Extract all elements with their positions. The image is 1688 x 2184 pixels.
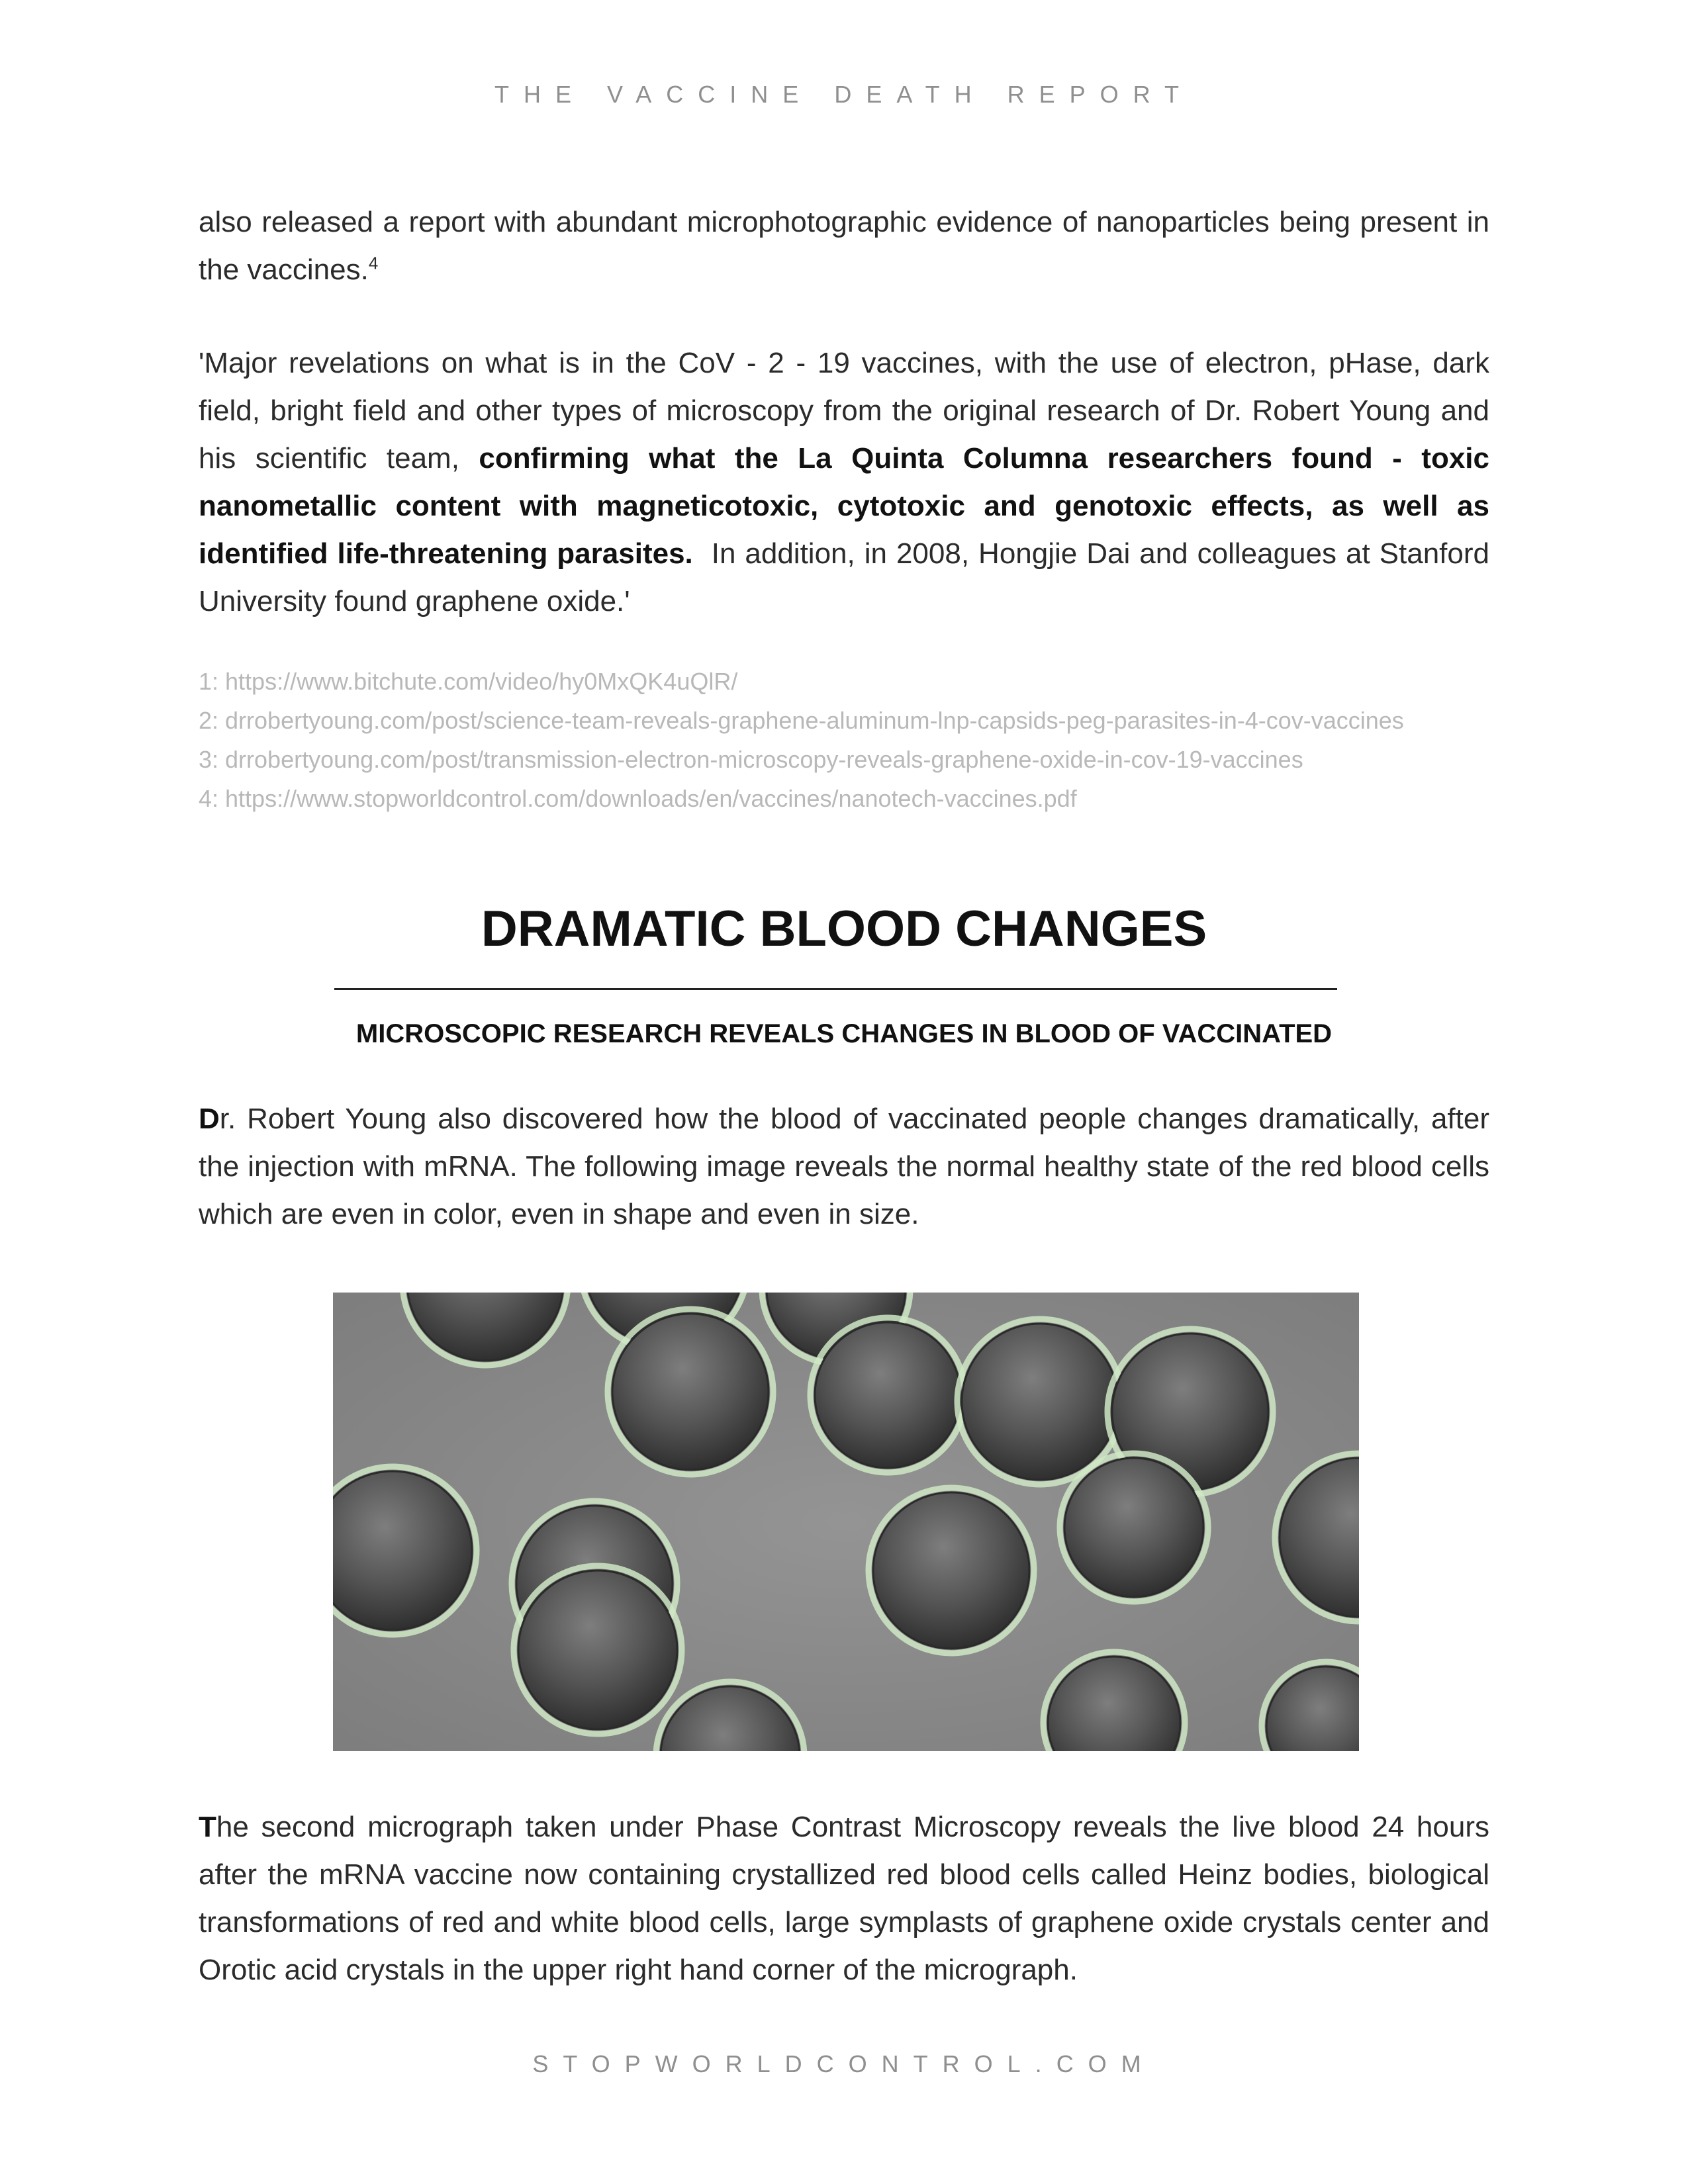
title-divider: [334, 988, 1337, 990]
paragraph-healthy-blood: [199, 1095, 1489, 1238]
paragraph-text: he second micrograph taken under Phase Contrast Microscopy reveals the live blood 24 hours after the mRNA vaccine now containing crystallized red blood cells called Heinz bodies, biological transformations of red and white blood cells, large symplasts of graphene oxide crystals center and Orotic acid crystals in the upper right hand corner of the micrograph.: [199, 1811, 1489, 1986]
paragraph-vaccinated-blood: [199, 1803, 1489, 1994]
red-blood-cell: [962, 1324, 1118, 1480]
footnotes-list: [199, 662, 1489, 818]
footnote-2[interactable]: 2: drrobertyoung.com/post/science-team-reveals-graphene-aluminum-lnp-capsids-peg-parasites-in-4-cov-vaccines: [199, 707, 1404, 734]
red-blood-cell: [873, 1492, 1029, 1649]
red-blood-cells-micrograph: [333, 1293, 1359, 1751]
red-blood-cell: [612, 1314, 769, 1470]
footnote-ref[interactable]: 4: [368, 253, 379, 273]
footnote-3[interactable]: 3: drrobertyoung.com/post/transmission-electron-microscopy-reveals-graphene-oxide-in-cov-19-vaccines: [199, 746, 1303, 773]
drop-initial: D: [199, 1103, 220, 1135]
footnote-1[interactable]: 1: https://www.bitchute.com/video/hy0MxQK4uQlR/: [199, 668, 738, 695]
red-blood-cell: [815, 1322, 961, 1468]
red-blood-cell: [518, 1570, 677, 1729]
intro-text: also released a report with abundant microphotographic evidence of nanoparticles being present in the vaccines.: [199, 206, 1489, 286]
running-header: THE VACCINE DEATH REPORT: [494, 81, 1194, 108]
section-title: DRAMATIC BLOOD CHANGES: [481, 901, 1207, 957]
running-footer: STOPWORLDCONTROL.COM: [532, 2050, 1156, 2077]
drop-initial: T: [199, 1811, 216, 1843]
intro-paragraph: [199, 199, 1489, 294]
footnote-4[interactable]: 4: https://www.stopworldcontrol.com/downloads/en/vaccines/nanotech-vaccines.pdf: [199, 785, 1077, 812]
paragraph-text: r. Robert Young also discovered how the blood of vaccinated people changes dramatically, after the injection with mRNA. The following image reveals the normal healthy state of the red blood cells which are even in color, even in shape and even in size.: [199, 1103, 1489, 1230]
red-blood-cell: [1064, 1458, 1203, 1597]
quote-bold-text: confirming what the La Quinta Columna researchers found - toxic nanometallic content with magneticotoxic, cytotoxic and genotoxic effects, as well as identified life-threatening parasites.: [199, 442, 1489, 570]
quote-text-start: 'Major revelations on what is in the CoV - 2 - 19 vaccines, with the use of electron, pHase, dark field, bright field and other types of microscopy from the original research of Dr. Robert Young and his scientific team,: [199, 347, 1489, 475]
quote-text-end: In addition, in 2008, Hongjie Dai and colleagues at Stanford University found graphene oxide.': [199, 537, 1498, 617]
quote-paragraph: [199, 340, 1498, 625]
section-subtitle: MICROSCOPIC RESEARCH REVEALS CHANGES IN BLOOD OF VACCINATED: [355, 1019, 1333, 1048]
